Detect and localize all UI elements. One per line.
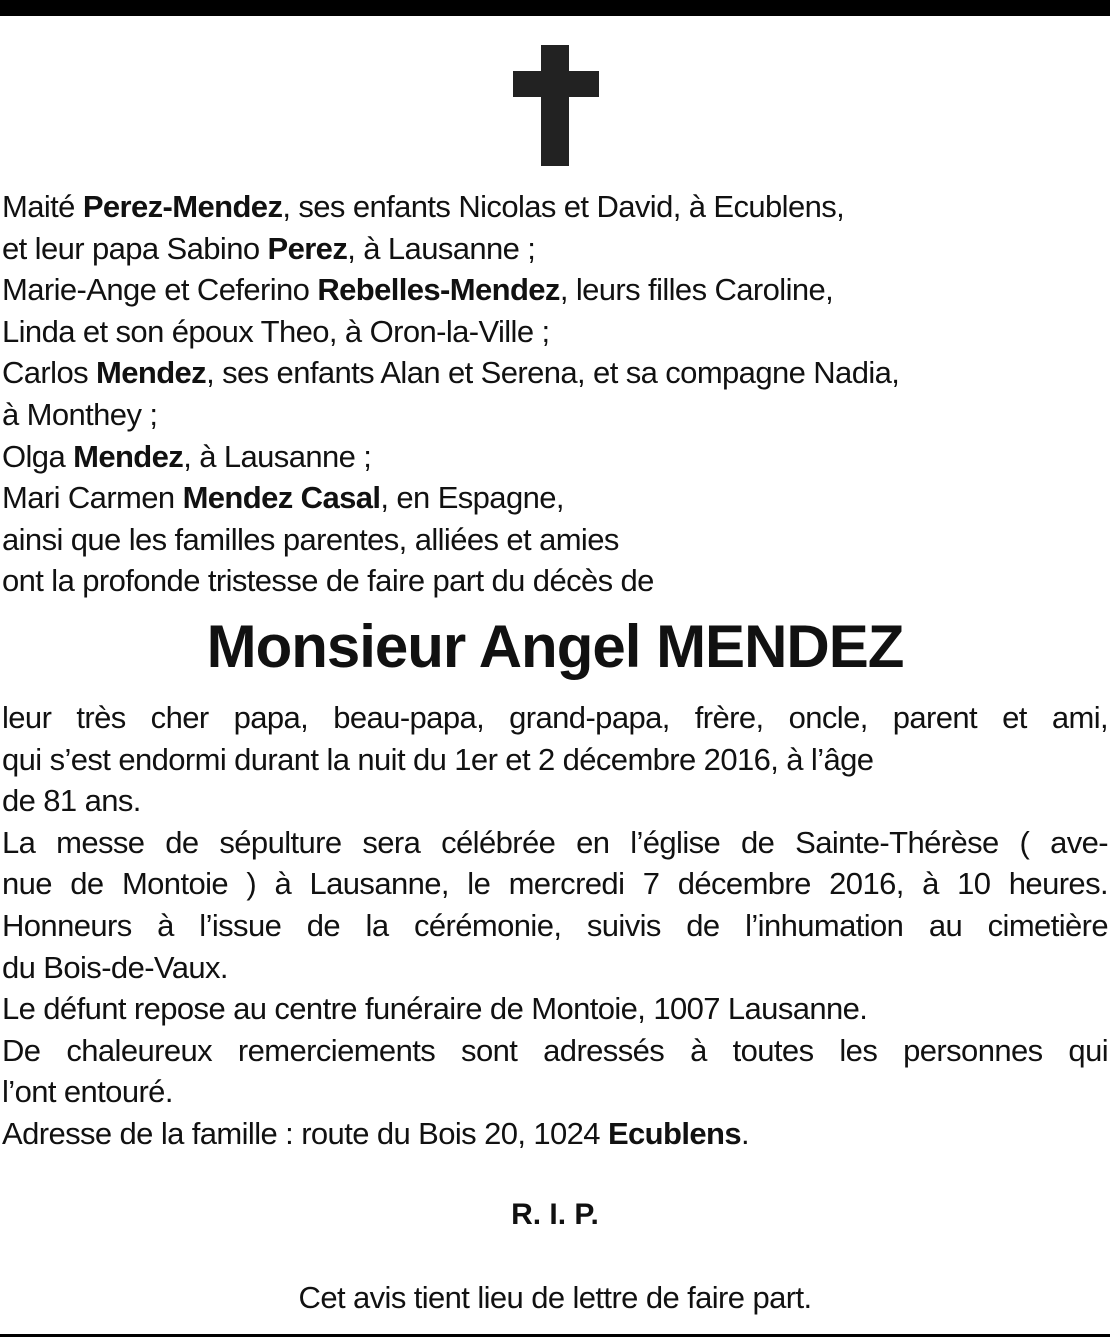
text-line — [2, 739, 1108, 781]
text-line — [2, 1030, 1108, 1072]
text-segment: à Monthey ; — [2, 396, 158, 432]
text-line — [2, 780, 1108, 822]
text-line — [2, 352, 1108, 394]
obituary-details — [2, 697, 1108, 1155]
text-segment: De chaleureux remerciements sont adressés à toutes les personnes qui — [2, 1032, 1108, 1068]
text-segment: Mari Carmen — [2, 480, 183, 516]
family-name-bold: Mendez — [96, 355, 207, 391]
footer-note: Cet avis tient lieu de lettre de faire part. — [298, 1280, 812, 1315]
bottom-border — [0, 1334, 1110, 1337]
text-segment: , en Espagne, — [380, 480, 564, 516]
text-segment: qui s’est endormi durant la nuit du 1er et 2 décembre 2016, à l’âge — [2, 741, 874, 777]
text-segment: La messe de sépulture sera célébrée en l’église de Sainte-Thérèse ( ave- — [2, 824, 1108, 860]
text-segment: Adresse de la famille : route du Bois 20, 1024 — [2, 1115, 608, 1151]
text-line — [2, 519, 1108, 561]
family-name-bold: Perez-Mendez — [82, 189, 283, 224]
text-line — [2, 947, 1108, 989]
text-segment: , à Lausanne ; — [183, 438, 372, 474]
text-line — [2, 228, 1108, 270]
family-name-bold: Rebelles-Mendez — [317, 272, 560, 308]
family-announcement — [2, 186, 1108, 602]
text-line — [2, 394, 1108, 436]
family-name-bold: Mendez — [73, 438, 184, 474]
text-segment: , à Lausanne ; — [347, 230, 536, 266]
text-line — [2, 697, 1108, 739]
text-segment: Olga — [2, 438, 74, 474]
text-line — [2, 311, 1108, 353]
text-segment: nue de Montoie ) à Lausanne, le mercredi 7 décembre 2016, à 10 heures. — [2, 866, 1108, 902]
text-segment: du Bois-de-Vaux. — [2, 949, 228, 985]
text-segment: ainsi que les familles parentes, alliées et amies — [2, 521, 619, 557]
text-line — [2, 477, 1108, 519]
text-segment: , ses enfants Alan et Serena, et sa compagne Nadia, — [206, 355, 900, 391]
text-segment: Le défunt repose au centre funéraire de Montoie, 1007 Lausanne. — [2, 991, 868, 1027]
cross-icon — [513, 45, 599, 166]
text-segment: Maité — [2, 189, 83, 224]
deceased-name: Monsieur Angel MENDEZ — [206, 613, 904, 680]
text-line — [2, 1113, 1108, 1155]
text-segment: , ses enfants Nicolas et David, à Ecublens, — [282, 189, 845, 224]
text-line — [2, 822, 1108, 864]
text-segment: Linda et son époux Theo, à Oron-la-Ville ; — [2, 313, 550, 349]
text-line — [2, 1071, 1108, 1113]
top-border — [0, 0, 1110, 16]
text-segment: Carlos — [2, 355, 96, 391]
text-segment: . — [741, 1115, 750, 1151]
text-line — [2, 988, 1108, 1030]
text-segment: leur très cher papa, beau-papa, grand-papa, frère, oncle, parent et ami, — [2, 700, 1108, 735]
family-name-bold: Ecublens — [607, 1115, 741, 1151]
text-line — [2, 436, 1108, 478]
text-line — [2, 269, 1108, 311]
text-segment: ont la profonde tristesse de faire part du décès de — [2, 563, 654, 599]
text-segment: l’ont entouré. — [2, 1074, 173, 1110]
family-name-bold: Mendez Casal — [182, 480, 381, 516]
text-segment: de 81 ans. — [2, 783, 141, 819]
text-line — [2, 863, 1108, 905]
text-segment: Marie-Ange et Ceferino — [2, 272, 318, 308]
text-line — [2, 905, 1108, 947]
text-line — [2, 560, 1108, 602]
text-line — [2, 186, 1108, 228]
text-segment: Honneurs à l’issue de la cérémonie, suivis de l’inhumation au cimetière — [2, 907, 1108, 943]
family-name-bold: Perez — [267, 230, 348, 266]
text-segment: et leur papa Sabino — [2, 230, 268, 266]
text-segment: , leurs filles Caroline, — [559, 272, 834, 308]
rip-text: R. I. P. — [511, 1198, 599, 1231]
